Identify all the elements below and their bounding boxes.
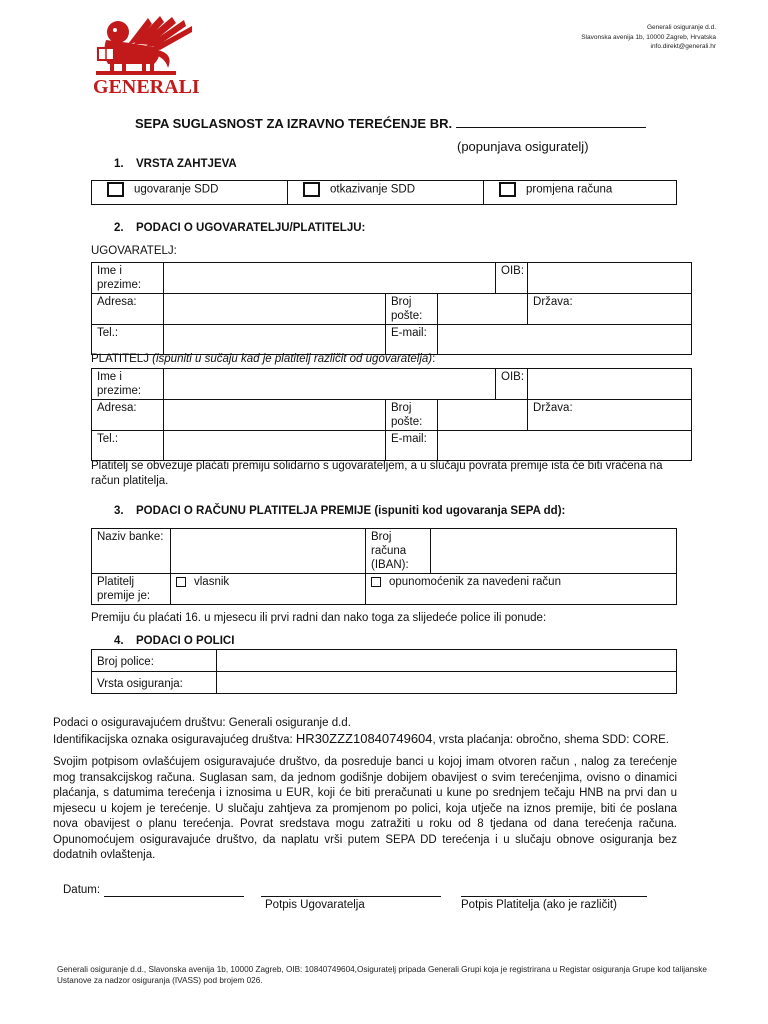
ugovaratelj-signature-field[interactable] <box>261 886 441 897</box>
option-ugovaranje-label: ugovaranje SDD <box>134 183 219 196</box>
adresa-label: Adresa: <box>92 294 164 325</box>
datum-label: Datum: <box>63 884 101 896</box>
broj-poste-label: Broj pošte: <box>386 400 438 431</box>
platitelj-label <box>91 353 435 365</box>
platitelj-ime-field[interactable] <box>164 369 496 400</box>
option-ugovaranje[interactable] <box>92 181 288 205</box>
naziv-banke-label: Naziv banke: <box>92 529 171 574</box>
platitelj-colon: : <box>432 353 436 365</box>
naziv-banke-field[interactable] <box>171 529 366 574</box>
platitelj-tel-field[interactable] <box>164 431 386 461</box>
section2-number: 2. <box>114 222 124 234</box>
platitelj-je-label: Platitelj premije je: <box>92 574 171 605</box>
platitelj-oib-field[interactable] <box>528 369 692 400</box>
account-table <box>91 528 677 605</box>
vlasnik-label: vlasnik <box>194 576 230 588</box>
platitelj-note: (ispuniti u sučaju kad je platitelj različit od ugovaratelja) <box>152 353 433 365</box>
mandate-number-field[interactable] <box>456 117 646 128</box>
section3-heading <box>114 505 565 517</box>
generali-wordmark: GENERALI <box>93 76 200 98</box>
checkbox-promjena[interactable] <box>499 182 516 197</box>
section4-heading <box>114 635 234 647</box>
section1-number: 1. <box>114 158 124 170</box>
creditor-identifier: HR30ZZZ10840749604 <box>295 731 433 746</box>
option-otkazivanje-label: otkazivanje SDD <box>330 183 416 196</box>
drzava-label: Država: <box>533 296 573 308</box>
option-promjena-label: promjena računa <box>526 183 613 196</box>
platitelj-signature-field[interactable] <box>461 886 647 897</box>
ugovaratelj-oib-field[interactable] <box>528 263 692 294</box>
broj-police-field[interactable] <box>217 650 677 672</box>
consent-paragraph: Svojim potpisom ovlašćujem osiguravajuće društvo, da posreduje banci u kojoj imam otvoren račun , nalog za terećenje mog transakcijskog računa. Suglasan sam, da jednom godišnje dobijem obavijest o svim terećenjima, ovisno o dinamici plaćanja, s datumima terećenja i iznosima u EUR, koji će biti preračunati u kune po srednjem tečaju HNB na prvi dan u mjesecu u kojem je terećenje. U slučaju zahtjeva za promjenom po polici, koja utječe na iznos premije, biti će poslana nova obavijest o planu terećenja. Povrat sredstava mogu zatražiti u roku od 8 tjedana od dana terećenja računa. Opunomoćujem osiguravajuće društvo, da naplatu vrši putem SEPA DD terećenja i u slučaju obnove osiguranja bez dodatnih ovlaštenja. <box>53 756 677 861</box>
section3-number: 3. <box>114 505 124 517</box>
broj-racuna-label: Broj računa (IBAN): <box>366 529 431 574</box>
ugovaratelj-label: UGOVARATELJ: <box>91 245 177 257</box>
opunomocenik-label: opunomoćenik za navedeni račun <box>389 576 561 588</box>
tel-label: Tel.: <box>92 325 164 355</box>
ime-label: Ime i prezime: <box>92 263 164 294</box>
datum-field[interactable] <box>104 886 244 897</box>
ugovaratelj-signature-label: Potpis Ugovaratelja <box>265 899 365 911</box>
iban-field[interactable] <box>431 529 677 574</box>
insurer-id-prefix: Identifikacijska oznaka osiguravajućeg društva: <box>53 734 296 746</box>
platitelj-obligation-note: Platitelj se obvezuje plaćati premiju solidarno s ugovarateljem, a u slučaju povrata premije ista će biti vraćena na račun platitelja. <box>91 460 663 487</box>
ugovaratelj-adresa-field[interactable] <box>164 294 386 325</box>
option-otkazivanje[interactable] <box>288 181 484 205</box>
broj-police-label: Broj police: <box>92 650 217 672</box>
option-promjena[interactable] <box>484 181 677 205</box>
premium-note: Premiju ću plaćati 16. u mjesecu ili prvi radni dan nako toga za slijedeće police ili ponude: <box>91 612 547 624</box>
ugovaratelj-posta-field[interactable] <box>438 294 528 325</box>
section2-heading <box>114 222 365 234</box>
ugovaratelj-tel-field[interactable] <box>164 325 386 355</box>
insurer-info-line2 <box>53 731 733 748</box>
company-address: Slavonska avenija 1b, 10000 Zagreb, Hrvatska <box>581 33 716 41</box>
title-text: SEPA SUGLASNOST ZA IZRAVNO TEREĆENJE BR. <box>135 116 453 131</box>
ime-label: Ime i prezime: <box>92 369 164 400</box>
section3-title: PODACI O RAČUNU PLATITELJA PREMIJE (ispuniti kod ugovaranja SEPA dd): <box>136 505 566 517</box>
ugovaratelj-ime-field[interactable] <box>164 263 496 294</box>
platitelj-label-text: PLATITELJ <box>91 353 149 365</box>
insurer-info-line1: Podaci o osiguravajućem društvu: Generali osiguranje d.d. <box>53 717 351 729</box>
platitelj-table <box>91 368 692 461</box>
checkbox-ugovaranje[interactable] <box>107 182 124 197</box>
ugovaratelj-drzava-cell[interactable] <box>528 294 692 325</box>
ugovaratelj-table <box>91 262 692 355</box>
section4-title: PODACI O POLICI <box>136 635 235 647</box>
footer: Generali osiguranje d.d., Slavonska avenija 1b, 10000 Zagreb, OIB: 10840749604,Osiguratelj pripada Generali Grupi koja je registrirana u Registar osiguranja Grupe kod talijanske Ustanove za nadzor osiguranja (IVASS) pod brojem 026. <box>57 965 707 985</box>
tel-label: Tel.: <box>92 431 164 461</box>
vrsta-osiguranja-field[interactable] <box>217 672 677 694</box>
subtitle: (popunjava osiguratelj) <box>457 139 589 154</box>
ugovaratelj-email-field[interactable] <box>438 325 692 355</box>
section1-title: VRSTA ZAHTJEVA <box>136 158 237 170</box>
adresa-label: Adresa: <box>92 400 164 431</box>
company-name: Generali osiguranje d.d. <box>646 24 716 31</box>
vrsta-osiguranja-label: Vrsta osiguranja: <box>92 672 217 694</box>
checkbox-otkazivanje[interactable] <box>303 182 320 197</box>
platitelj-adresa-field[interactable] <box>164 400 386 431</box>
platitelj-email-field[interactable] <box>438 431 692 461</box>
section4-number: 4. <box>114 635 124 647</box>
checkbox-opunomocenik[interactable] <box>371 577 381 587</box>
broj-poste-label: Broj pošte: <box>386 294 438 325</box>
email-label: E-mail: <box>386 325 438 355</box>
email-label: E-mail: <box>386 431 438 461</box>
oib-label: OIB: <box>496 263 528 294</box>
platitelj-posta-field[interactable] <box>438 400 528 431</box>
insurer-info <box>53 716 733 748</box>
company-email: info.direkt@generali.hr <box>650 43 716 50</box>
platitelj-signature-label: Potpis Platitelja (ako je različit) <box>461 899 617 911</box>
oib-label: OIB: <box>496 369 528 400</box>
insurer-id-suffix: , vrsta plaćanja: obročno, shema SDD: CORE. <box>432 734 670 746</box>
policy-table <box>91 649 677 694</box>
drzava-label: Država: <box>533 402 573 414</box>
option-opunomocenik[interactable] <box>366 574 677 605</box>
lion-emblem-icon <box>88 14 200 78</box>
option-vlasnik[interactable] <box>171 574 366 605</box>
checkbox-vlasnik[interactable] <box>176 577 186 587</box>
platitelj-drzava-cell[interactable] <box>528 400 692 431</box>
section1-heading <box>114 158 237 170</box>
company-header <box>581 23 716 52</box>
document-title <box>135 116 646 131</box>
section2-title: PODACI O UGOVARATELJU/PLATITELJU: <box>136 222 366 234</box>
request-type-table <box>91 180 677 205</box>
